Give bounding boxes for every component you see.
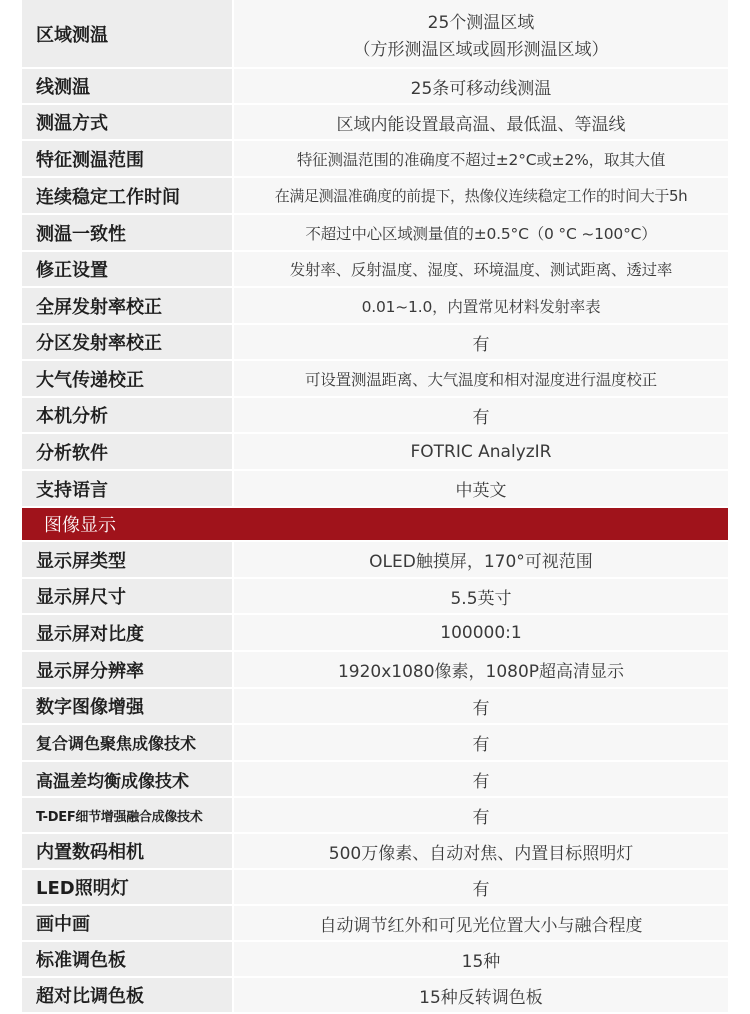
table-row xyxy=(22,579,728,615)
row-value: OLED触摸屏，170°可视范围 xyxy=(234,542,728,577)
row-label: 分区发射率校正 xyxy=(22,325,234,359)
row-label: 高温差均衡成像技术 xyxy=(22,762,234,796)
row-label: 测温方式 xyxy=(22,105,234,139)
table-row xyxy=(22,0,728,69)
row-value: 中英文 xyxy=(234,471,728,506)
row-value: 区域内能设置最高温、最低温、等温线 xyxy=(234,105,728,139)
row-value xyxy=(234,0,728,67)
table-row xyxy=(22,870,728,906)
table-row xyxy=(22,141,728,178)
table-row xyxy=(22,361,728,398)
table-row xyxy=(22,434,728,471)
row-value: 自动调节红外和可见光位置大小与融合程度 xyxy=(234,906,728,940)
row-value: 特征测温范围的准确度不超过±2°C或±2%，取其大值 xyxy=(234,141,728,176)
row-label: 修正设置 xyxy=(22,252,234,286)
table-row xyxy=(22,762,728,798)
table-row xyxy=(22,834,728,870)
spec-table xyxy=(22,0,728,1014)
row-label: 特征测温范围 xyxy=(22,141,234,176)
row-label: 标准调色板 xyxy=(22,942,234,976)
row-value: 500万像素、自动对焦、内置目标照明灯 xyxy=(234,834,728,868)
row-value: 15种反转调色板 xyxy=(234,978,728,1012)
row-label: 显示屏分辨率 xyxy=(22,652,234,687)
table-row xyxy=(22,398,728,434)
row-value: 1920x1080像素，1080P超高清显示 xyxy=(234,652,728,687)
row-label: 画中画 xyxy=(22,906,234,940)
row-label: 超对比调色板 xyxy=(22,978,234,1012)
row-label: LED照明灯 xyxy=(22,870,234,904)
row-label: 区域测温 xyxy=(22,0,234,67)
row-value: 15种 xyxy=(234,942,728,976)
row-value: 在满足测温准确度的前提下，热像仪连续稳定工作的时间大于5h xyxy=(234,178,728,213)
table-row xyxy=(22,978,728,1014)
row-value: 0.01~1.0，内置常见材料发射率表 xyxy=(234,288,728,323)
table-row xyxy=(22,798,728,834)
row-label: 显示屏尺寸 xyxy=(22,579,234,613)
row-label: 全屏发射率校正 xyxy=(22,288,234,323)
row-value: 有 xyxy=(234,762,728,796)
row-label: 连续稳定工作时间 xyxy=(22,178,234,213)
row-value: 不超过中心区域测量值的±0.5°C（0 °C ~100°C） xyxy=(234,215,728,250)
row-value: 有 xyxy=(234,325,728,359)
table-row xyxy=(22,906,728,942)
table-row xyxy=(22,652,728,689)
row-label: 内置数码相机 xyxy=(22,834,234,868)
table-row xyxy=(22,689,728,725)
row-label: 显示屏对比度 xyxy=(22,615,234,650)
table-row xyxy=(22,615,728,652)
row-value-line2: （方形测温区域或圆形测温区域） xyxy=(353,39,609,60)
row-label: 数字图像增强 xyxy=(22,689,234,723)
row-label: 本机分析 xyxy=(22,398,234,432)
row-value: 有 xyxy=(234,798,728,832)
row-value: 100000:1 xyxy=(234,615,728,650)
table-row xyxy=(22,178,728,215)
row-value: 有 xyxy=(234,689,728,723)
table-row xyxy=(22,325,728,361)
table-row xyxy=(22,725,728,762)
row-label: 支持语言 xyxy=(22,471,234,506)
table-row xyxy=(22,69,728,105)
row-label: 显示屏类型 xyxy=(22,542,234,577)
row-value: 5.5英寸 xyxy=(234,579,728,613)
row-value: 可设置测温距离、大气温度和相对湿度进行温度校正 xyxy=(234,361,728,396)
table-row xyxy=(22,215,728,252)
section-header-image-display: 图像显示 xyxy=(22,508,728,542)
row-label: 复合调色聚焦成像技术 xyxy=(22,725,234,760)
row-value: 有 xyxy=(234,398,728,432)
row-value: FOTRIC AnalyzIR xyxy=(234,434,728,469)
row-value-line1: 25个测温区域 xyxy=(427,12,535,33)
row-value: 有 xyxy=(234,725,728,760)
row-value: 发射率、反射温度、湿度、环境温度、测试距离、透过率 xyxy=(234,252,728,286)
row-label: 分析软件 xyxy=(22,434,234,469)
row-label: T-DEF细节增强融合成像技术 xyxy=(22,798,234,832)
row-label: 线测温 xyxy=(22,69,234,103)
table-row xyxy=(22,288,728,325)
row-value: 25条可移动线测温 xyxy=(234,69,728,103)
table-row xyxy=(22,471,728,508)
table-row xyxy=(22,252,728,288)
table-row xyxy=(22,542,728,579)
table-row xyxy=(22,105,728,141)
row-value: 有 xyxy=(234,870,728,904)
row-label: 大气传递校正 xyxy=(22,361,234,396)
row-label: 测温一致性 xyxy=(22,215,234,250)
table-row xyxy=(22,942,728,978)
